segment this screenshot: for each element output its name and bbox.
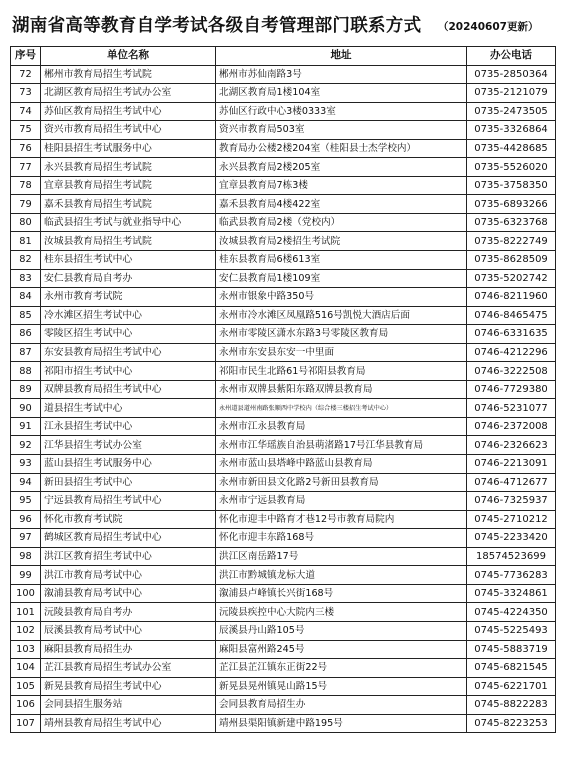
office-phone: 0745-3324861 [467, 584, 556, 603]
unit-name: 新田县招生考试中心 [41, 473, 216, 492]
table-row [11, 158, 556, 177]
office-phone: 0745-8223253 [467, 714, 556, 733]
address: 永州市冷水滩区凤凰路516号凯悦大酒店后面 [216, 306, 467, 325]
office-phone: 0735-8222749 [467, 232, 556, 251]
table-row [11, 455, 556, 474]
table-row [11, 547, 556, 566]
row-index: 89 [11, 380, 41, 399]
table-row [11, 251, 556, 270]
address: 永州市东安县东安一中里面 [216, 343, 467, 362]
address: 洪江市黔城镇龙标大道 [216, 566, 467, 585]
row-index: 107 [11, 714, 41, 733]
office-phone: 0745-4224350 [467, 603, 556, 622]
table-row [11, 696, 556, 715]
row-index: 100 [11, 584, 41, 603]
office-phone: 0745-2710212 [467, 510, 556, 529]
office-phone: 0735-3758350 [467, 176, 556, 195]
address: 沅陵县疾控中心大院内三楼 [216, 603, 467, 622]
header-unit-name: 单位名称 [41, 47, 216, 66]
office-phone: 0746-7729380 [467, 380, 556, 399]
unit-name: 蓝山县招生考试服务中心 [41, 455, 216, 474]
table-row [11, 269, 556, 288]
address: 苏仙区行政中心3楼0333室 [216, 102, 467, 121]
office-phone: 0746-3222508 [467, 362, 556, 381]
page-title: 湖南省高等教育自学考试各级自考管理部门联系方式 [12, 16, 422, 36]
office-phone: 0746-4712677 [467, 473, 556, 492]
contact-table [10, 46, 556, 733]
unit-name: 宁远县教育局招生考试中心 [41, 492, 216, 511]
office-phone: 0745-6821545 [467, 659, 556, 678]
row-index: 99 [11, 566, 41, 585]
table-row [11, 677, 556, 696]
address: 永州市宁远县教育局 [216, 492, 467, 511]
row-index: 75 [11, 121, 41, 140]
row-index: 102 [11, 621, 41, 640]
office-phone: 0746-2326623 [467, 436, 556, 455]
address: 新晃县晃州镇晃山路15号 [216, 677, 467, 696]
unit-name: 麻阳县教育局招生办 [41, 640, 216, 659]
office-phone: 0746-8211960 [467, 288, 556, 307]
table-row [11, 232, 556, 251]
table-row [11, 288, 556, 307]
unit-name: 临武县招生考试与就业指导中心 [41, 213, 216, 232]
unit-name: 永州市教育考试院 [41, 288, 216, 307]
row-index: 106 [11, 696, 41, 715]
office-phone: 0735-8628509 [467, 251, 556, 270]
unit-name: 鹤城区教育局招生考试中心 [41, 529, 216, 548]
table-row [11, 84, 556, 103]
row-index: 90 [11, 399, 41, 418]
unit-name: 辰溪县教育局考试中心 [41, 621, 216, 640]
update-note: （20240607更新） [438, 21, 539, 33]
unit-name: 江华县招生考试办公室 [41, 436, 216, 455]
unit-name: 靖州县教育局招生考试中心 [41, 714, 216, 733]
unit-name: 汝城县教育局招生考试院 [41, 232, 216, 251]
table-header-row [11, 47, 556, 66]
row-index: 93 [11, 455, 41, 474]
office-phone: 0735-3326864 [467, 121, 556, 140]
unit-name: 祁阳市招生考试中心 [41, 362, 216, 381]
table-row [11, 473, 556, 492]
table-row [11, 621, 556, 640]
office-phone: 0735-2850364 [467, 65, 556, 84]
row-index: 98 [11, 547, 41, 566]
row-index: 101 [11, 603, 41, 622]
table-row [11, 584, 556, 603]
unit-name: 江永县招生考试中心 [41, 417, 216, 436]
address: 麻阳县富州路245号 [216, 640, 467, 659]
address: 永兴县教育局2楼205室 [216, 158, 467, 177]
unit-name: 永兴县教育局招生考试院 [41, 158, 216, 177]
table-row [11, 380, 556, 399]
office-phone: 0745-7736283 [467, 566, 556, 585]
address: 靖州县渠阳镇新建中路195号 [216, 714, 467, 733]
table-row [11, 213, 556, 232]
row-index: 88 [11, 362, 41, 381]
table-row [11, 139, 556, 158]
address: 宜章县教育局7栋3楼 [216, 176, 467, 195]
row-index: 76 [11, 139, 41, 158]
row-index: 72 [11, 65, 41, 84]
row-index: 95 [11, 492, 41, 511]
unit-name: 冷水滩区招生考试中心 [41, 306, 216, 325]
unit-name: 芷江县教育局招生考试办公室 [41, 659, 216, 678]
unit-name: 资兴市教育局招生考试中心 [41, 121, 216, 140]
address: 会同县教育局招生办 [216, 696, 467, 715]
office-phone: 0745-2233420 [467, 529, 556, 548]
office-phone: 18574523699 [467, 547, 556, 566]
table-row [11, 417, 556, 436]
unit-name: 溆浦县教育局考试中心 [41, 584, 216, 603]
row-index: 79 [11, 195, 41, 214]
address: 永州市江永县教育局 [216, 417, 467, 436]
table-row [11, 325, 556, 344]
page-title-bar [0, 0, 562, 46]
unit-name: 苏仙区教育局招生考试中心 [41, 102, 216, 121]
unit-name: 零陵区招生考试中心 [41, 325, 216, 344]
unit-name: 嘉禾县教育局招生考试院 [41, 195, 216, 214]
table-row [11, 195, 556, 214]
table-row [11, 121, 556, 140]
table-row [11, 436, 556, 455]
table-row [11, 306, 556, 325]
row-index: 78 [11, 176, 41, 195]
office-phone: 0735-6893266 [467, 195, 556, 214]
address: 临武县教育局2楼（党校内） [216, 213, 467, 232]
table-row [11, 510, 556, 529]
office-phone: 0735-2473505 [467, 102, 556, 121]
row-index: 84 [11, 288, 41, 307]
table-row [11, 659, 556, 678]
row-index: 103 [11, 640, 41, 659]
address: 永州市蓝山县塔峰中路蓝山县教育局 [216, 455, 467, 474]
unit-name: 怀化市教育考试院 [41, 510, 216, 529]
unit-name: 安仁县教育局自考办 [41, 269, 216, 288]
address: 祁阳市民生北路61号祁阳县教育局 [216, 362, 467, 381]
office-phone: 0746-7325937 [467, 492, 556, 511]
address: 溆浦县卢峰镇长兴街168号 [216, 584, 467, 603]
unit-name: 东安县教育局招生考试中心 [41, 343, 216, 362]
address: 安仁县教育局1楼109室 [216, 269, 467, 288]
table-row [11, 566, 556, 585]
office-phone: 0735-4428685 [467, 139, 556, 158]
table-row [11, 640, 556, 659]
office-phone: 0746-2372008 [467, 417, 556, 436]
office-phone: 0745-8822283 [467, 696, 556, 715]
address: 芷江县芷江镇东正街22号 [216, 659, 467, 678]
office-phone: 0745-5225493 [467, 621, 556, 640]
row-index: 85 [11, 306, 41, 325]
address: 永州道县道州南路张顺西中学校内（综合楼三楼招生考试中心） [216, 399, 467, 418]
unit-name: 桂东县招生考试中心 [41, 251, 216, 270]
row-index: 104 [11, 659, 41, 678]
row-index: 83 [11, 269, 41, 288]
table-row [11, 714, 556, 733]
office-phone: 0735-5526020 [467, 158, 556, 177]
address: 怀化市迎丰中路育才巷12号市教育局院内 [216, 510, 467, 529]
office-phone: 0746-8465475 [467, 306, 556, 325]
table-row [11, 529, 556, 548]
unit-name: 宜章县教育局招生考试院 [41, 176, 216, 195]
address: 资兴市教育局503室 [216, 121, 467, 140]
address: 永州市江华瑶族自治县萌渚路17号江华县教育局 [216, 436, 467, 455]
office-phone: 0735-2121079 [467, 84, 556, 103]
row-index: 73 [11, 84, 41, 103]
table-row [11, 399, 556, 418]
row-index: 82 [11, 251, 41, 270]
office-phone: 0735-5202742 [467, 269, 556, 288]
unit-name: 双牌县教育局招生考试中心 [41, 380, 216, 399]
header-address: 地址 [216, 47, 467, 66]
table-row [11, 603, 556, 622]
row-index: 94 [11, 473, 41, 492]
address: 怀化市迎丰东路168号 [216, 529, 467, 548]
address: 汝城县教育局2楼招生考试院 [216, 232, 467, 251]
unit-name: 新晃县教育局招生考试中心 [41, 677, 216, 696]
address: 永州市零陵区潇水东路3号零陵区教育局 [216, 325, 467, 344]
unit-name: 会同县招生服务站 [41, 696, 216, 715]
address: 辰溪县丹山路105号 [216, 621, 467, 640]
office-phone: 0746-5231077 [467, 399, 556, 418]
row-index: 80 [11, 213, 41, 232]
row-index: 87 [11, 343, 41, 362]
address: 永州市银象中路350号 [216, 288, 467, 307]
address: 嘉禾县教育局4楼422室 [216, 195, 467, 214]
office-phone: 0745-6221701 [467, 677, 556, 696]
table-row [11, 176, 556, 195]
table-row [11, 102, 556, 121]
office-phone: 0735-6323768 [467, 213, 556, 232]
unit-name: 洪江市教育局考试中心 [41, 566, 216, 585]
table-row [11, 492, 556, 511]
address: 洪江区南岳路17号 [216, 547, 467, 566]
unit-name: 北湖区教育局招生考试办公室 [41, 84, 216, 103]
unit-name: 洪江区教育招生考试中心 [41, 547, 216, 566]
row-index: 92 [11, 436, 41, 455]
address: 永州市双牌县紫阳东路双牌县教育局 [216, 380, 467, 399]
row-index: 74 [11, 102, 41, 121]
table-row [11, 362, 556, 381]
row-index: 77 [11, 158, 41, 177]
address: 永州市新田县文化路2号新田县教育局 [216, 473, 467, 492]
unit-name: 道县招生考试中心 [41, 399, 216, 418]
row-index: 81 [11, 232, 41, 251]
unit-name: 郴州市教育局招生考试院 [41, 65, 216, 84]
office-phone: 0746-6331635 [467, 325, 556, 344]
unit-name: 桂阳县招生考试服务中心 [41, 139, 216, 158]
office-phone: 0746-4212296 [467, 343, 556, 362]
office-phone: 0746-2213091 [467, 455, 556, 474]
address: 郴州市苏仙南路3号 [216, 65, 467, 84]
address: 桂东县教育局6楼613室 [216, 251, 467, 270]
table-row [11, 343, 556, 362]
address: 北湖区教育局1楼104室 [216, 84, 467, 103]
row-index: 86 [11, 325, 41, 344]
row-index: 91 [11, 417, 41, 436]
row-index: 105 [11, 677, 41, 696]
header-index: 序号 [11, 47, 41, 66]
row-index: 97 [11, 529, 41, 548]
office-phone: 0745-5883719 [467, 640, 556, 659]
unit-name: 沅陵县教育局自考办 [41, 603, 216, 622]
header-phone: 办公电话 [467, 47, 556, 66]
table-row [11, 65, 556, 84]
row-index: 96 [11, 510, 41, 529]
address: 教育局办公楼2楼204室（桂阳县士杰学校内） [216, 139, 467, 158]
